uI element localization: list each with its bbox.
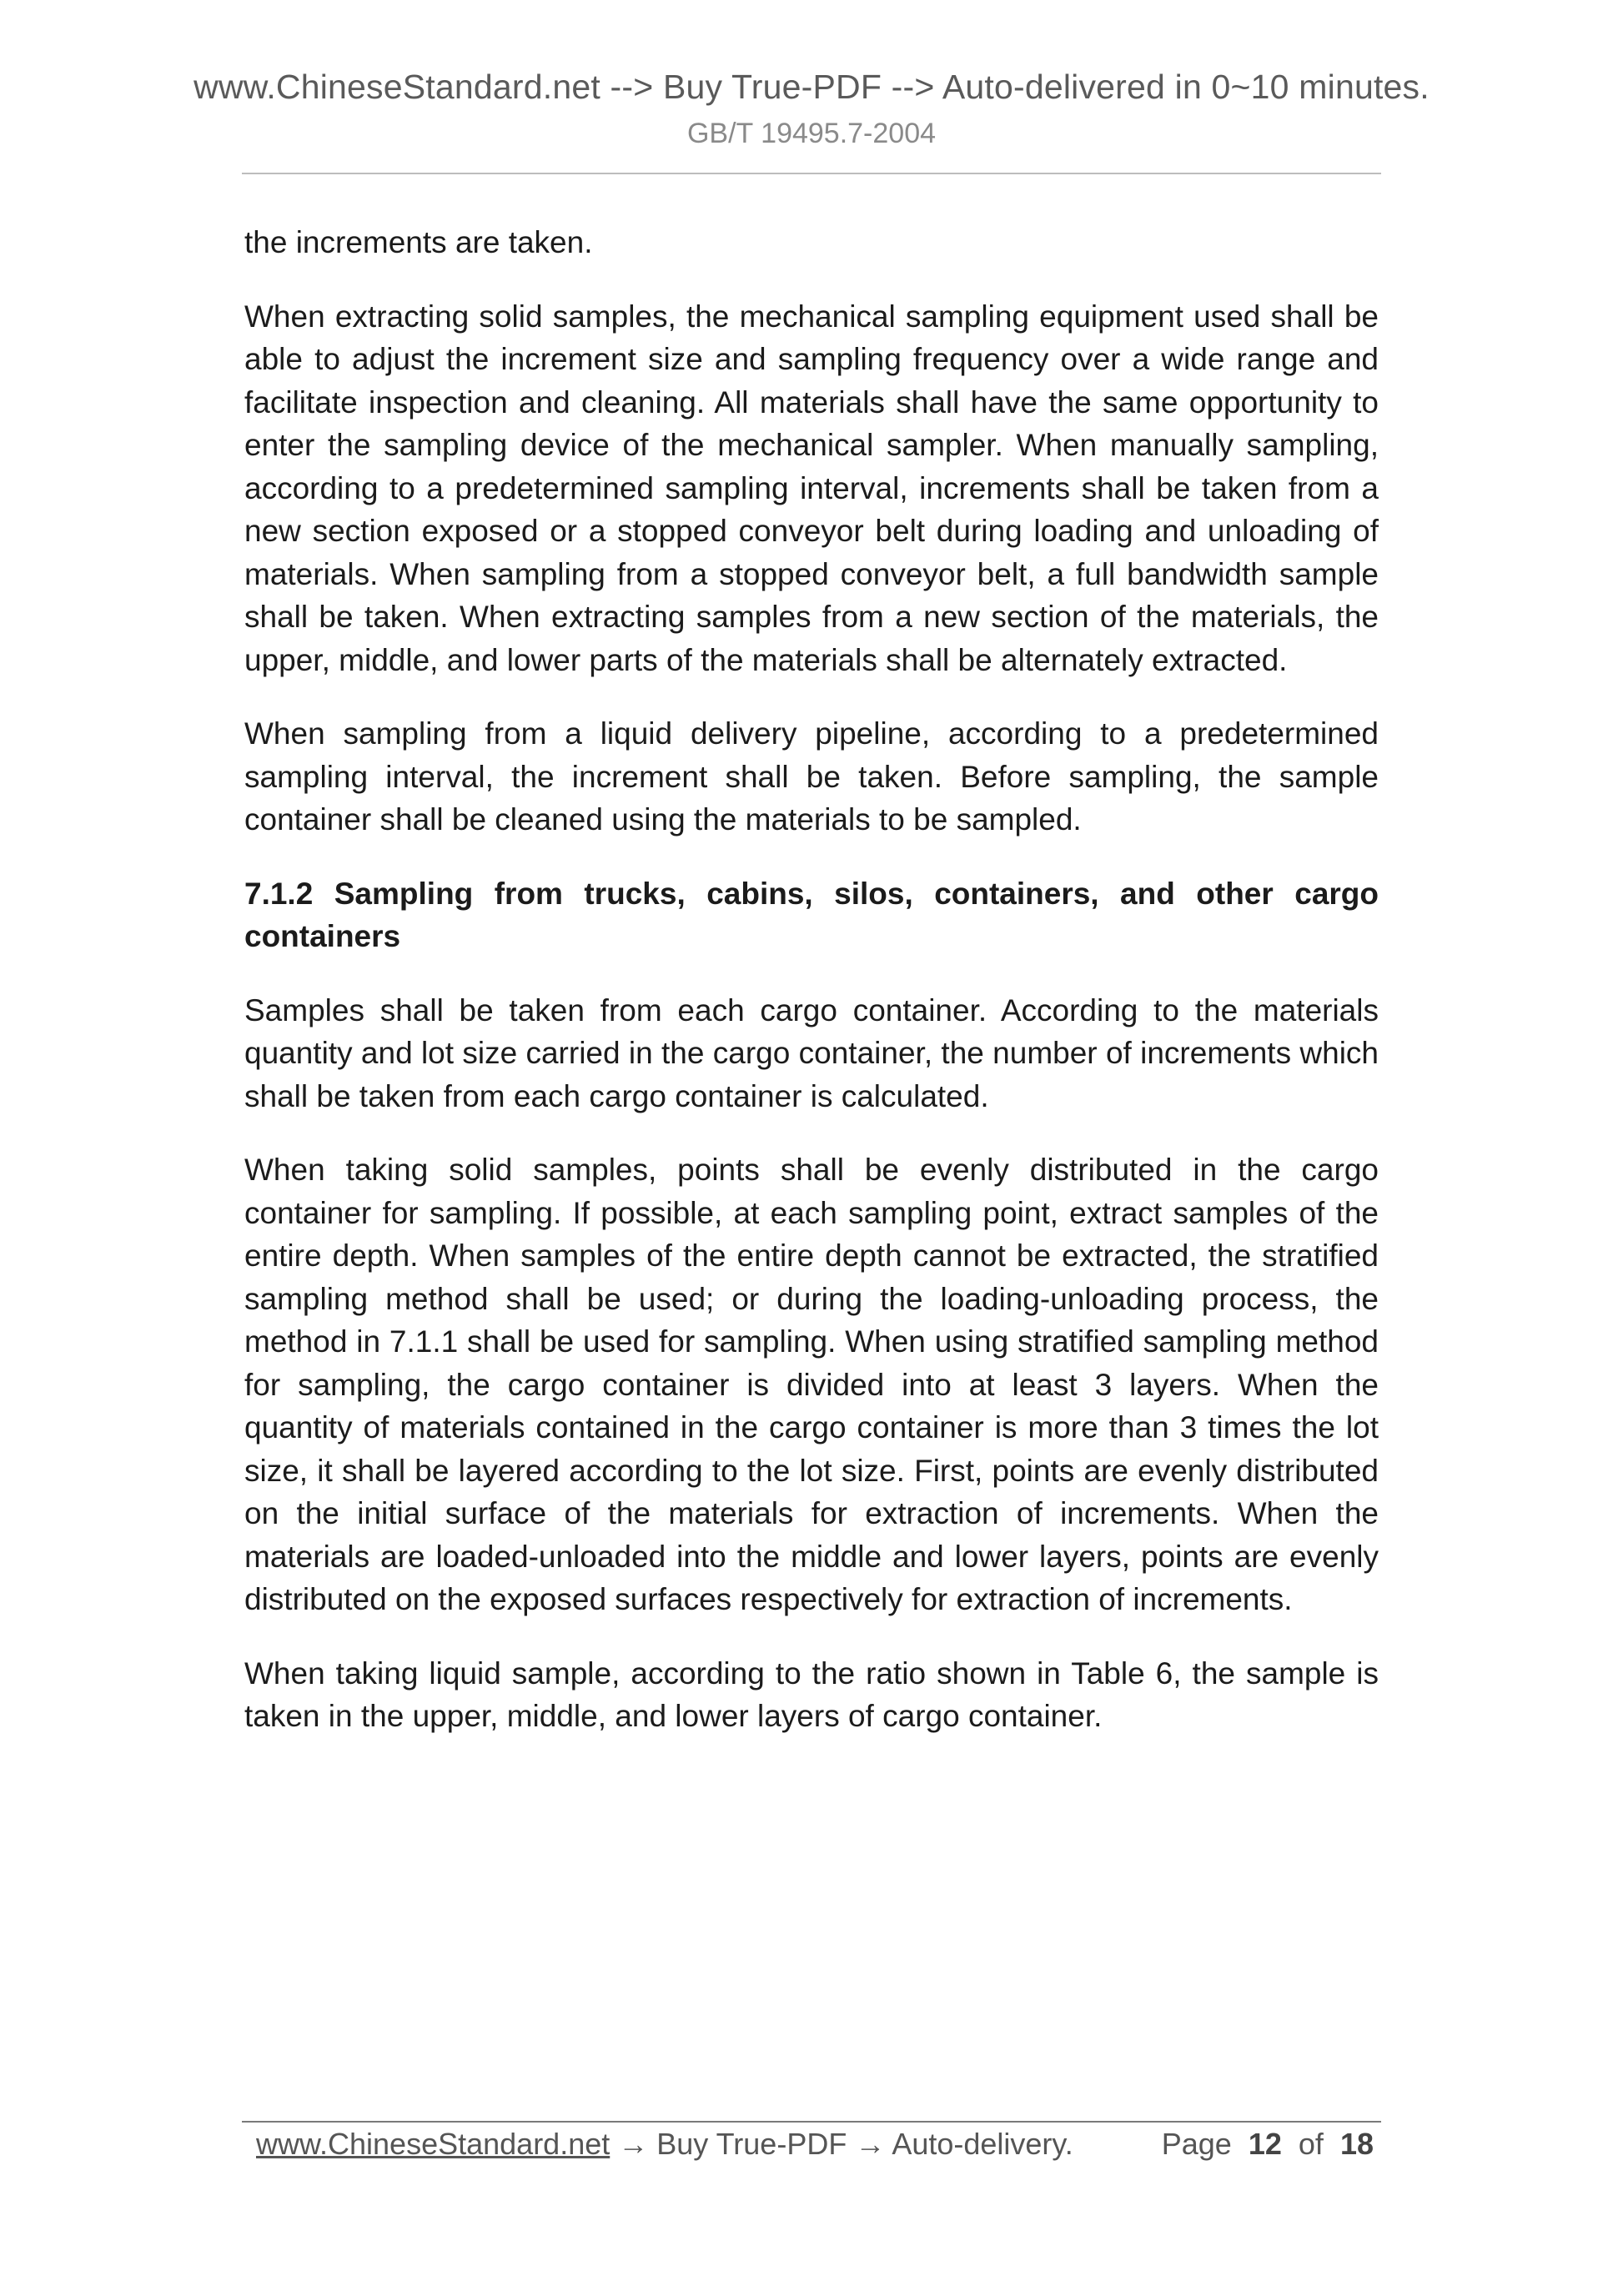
of-label: of <box>1298 2127 1324 2161</box>
paragraph-continuation: the increments are taken. <box>244 225 593 259</box>
header-divider <box>242 173 1381 174</box>
paragraph-liquid-sample: When taking liquid sample, according to the ratio shown in Table 6, the sample is taken in the upper, middle, and lower layers of cargo container. <box>244 1655 1379 1733</box>
paragraph-each-container: Samples shall be taken from each cargo container. According to the materials quantity and lot size carried in the cargo container, the number of increments which shall be taken from each cargo container is calculated. <box>244 992 1379 1113</box>
paragraph-solid-samples: When taking solid samples, points shall be evenly distributed in the cargo container for sampling. If possible, at each sampling point, extract samples of the entire depth. When samples of the entire depth cannot be extracted, the stratified sampling method shall be used; or during the loading-unloading process, the method in 7.1.1 shall be used for sampling. When using stratified sampling method for sampling, the cargo container is divided into at least 3 layers. When the quantity of materials contained in the cargo container is more than 3 times the lot size, it shall be layered according to the lot size. First, points are evenly distributed on the initial surface of the materials for extraction of increments. When the materials are loaded-unloaded into the middle and lower layers, points are evenly distributed on the exposed surfaces respectively for extraction of increments. <box>244 1153 1379 1616</box>
document-body <box>244 221 1379 1769</box>
paragraph-liquid-pipeline: When sampling from a liquid delivery pipeline, according to a predetermined sampling interval, the increment shall be taken. Before sampling, the sample container shall be cleaned using the materials to be sampled. <box>244 716 1379 837</box>
total-page-count: 18 <box>1339 2127 1374 2161</box>
standard-code: GB/T 19495.7-2004 <box>686 118 937 149</box>
page-header <box>0 65 1623 152</box>
footer-promo <box>256 2125 1073 2163</box>
paragraph-solid-extraction: When extracting solid samples, the mechanical sampling equipment used shall be able to adjust the increment size and sampling frequency over a wide range and facilitate inspection and cleaning. All materials shall have the same opportunity to enter the sampling device of the mechanical sampler. When manually sampling, according to a predetermined sampling interval, increments shall be taken from a new section exposed or a stopped conveyor belt during loading and unloading of materials. When sampling from a stopped conveyor belt, a full bandwidth sample shall be taken. When extracting samples from a new section of the materials, the upper, middle, and lower parts of the materials shall be alternately extracted. <box>244 299 1379 677</box>
header-title: www.ChineseStandard.net --> Buy True-PDF --> Auto-delivered in 0~10 minutes. <box>193 68 1430 106</box>
page-label: Page <box>1161 2127 1232 2161</box>
footer-divider <box>242 2121 1381 2123</box>
page-indicator <box>1153 2125 1374 2163</box>
footer-website-link[interactable]: www.ChineseStandard.net <box>256 2127 611 2161</box>
current-page-number: 12 <box>1248 2127 1282 2161</box>
section-heading-7-1-2: 7.1.2 Sampling from trucks, cabins, silos, containers, and other cargo containers <box>244 876 1379 953</box>
page-footer <box>256 2125 1374 2167</box>
footer-promo-text: → Buy True-PDF → Auto-delivery. <box>610 2127 1073 2161</box>
